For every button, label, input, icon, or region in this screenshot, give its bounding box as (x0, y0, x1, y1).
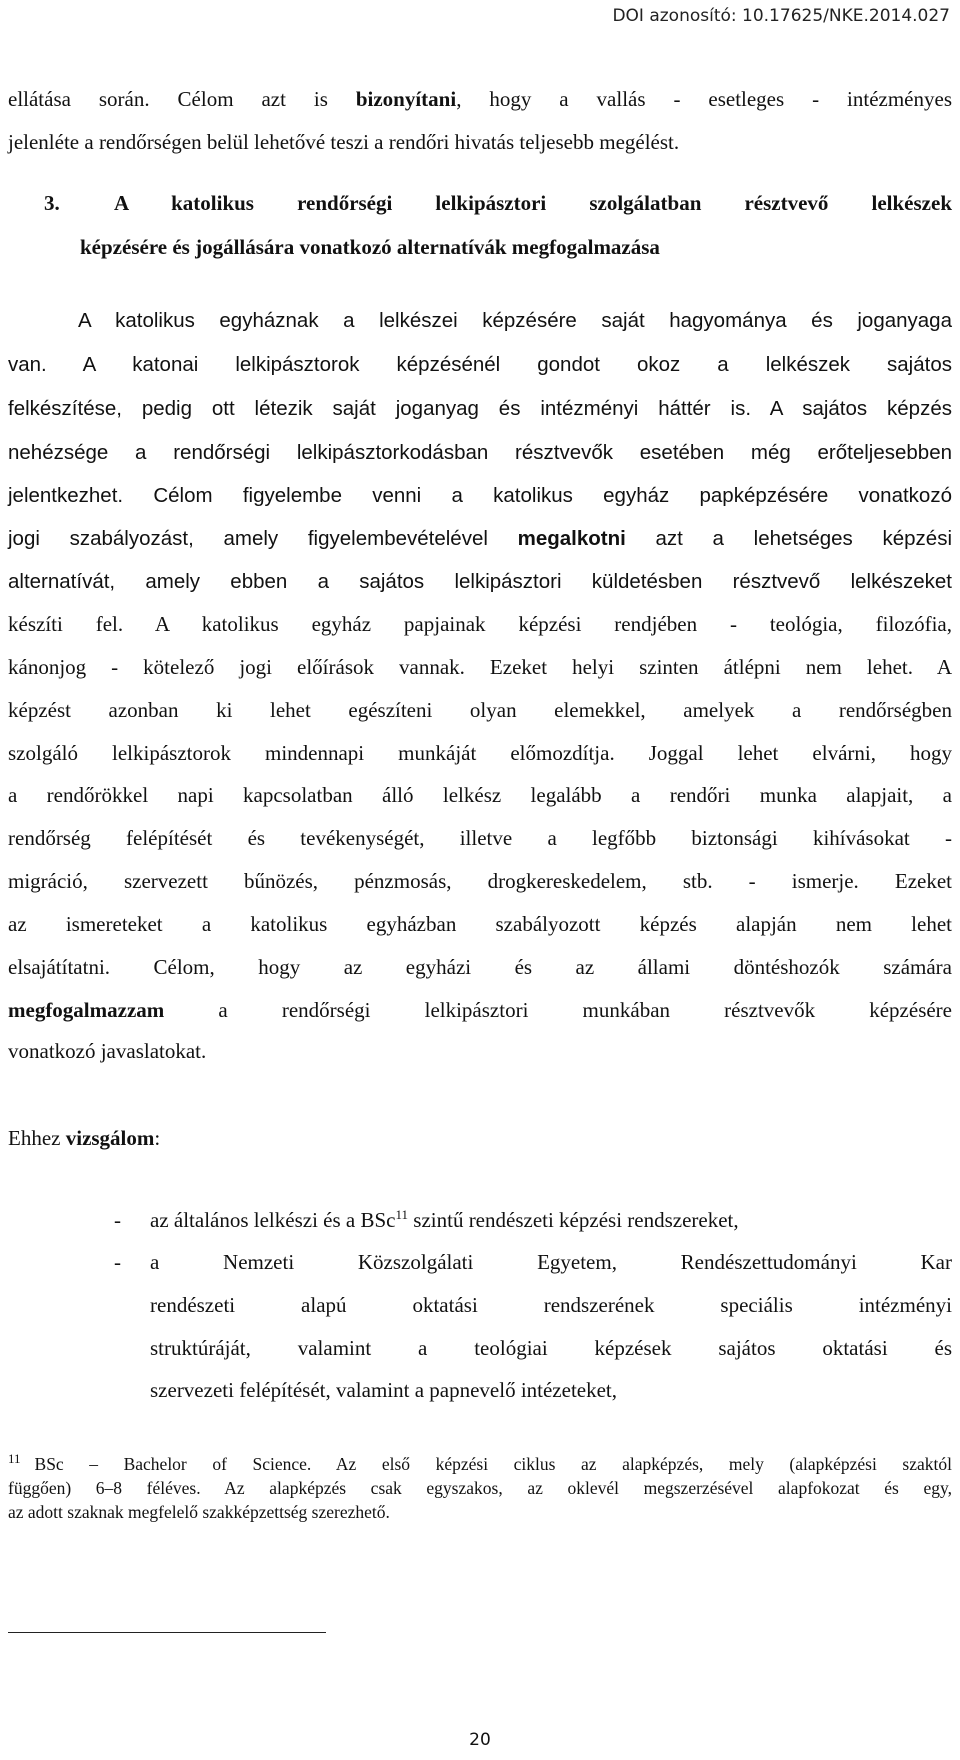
footnote-line-3: az adott szaknak megfelelő szakképzettség szerezhető. (8, 1502, 390, 1522)
list-item-2-line-3: struktúráját, valamint a teológiai képzések sajátos oktatási és (150, 1336, 952, 1360)
footnote-line-1 (8, 1453, 952, 1475)
section-number: 3. (44, 191, 60, 215)
footnote-number: 11 (8, 1451, 21, 1467)
intro-line-2: jelenléte a rendőrségen belül lehetővé teszi a rendőri hivatás teljesebb megélést. (8, 130, 680, 154)
para-bold-word: megfogalmazzam (8, 998, 165, 1022)
list-item-2-line-2: rendészeti alapú oktatási rendszerének speciális intézményi (150, 1293, 952, 1317)
page-number: 20 (469, 1730, 491, 1750)
para-line-13: rendőrség felépítését és tevékenységét, illetve a legfőbb biztonsági kihívásokat - (8, 826, 952, 850)
footnote-separator (8, 1632, 326, 1633)
doi-header: DOI azonosító: 10.17625/NKE.2014.027 (612, 6, 950, 26)
para-line-16: elsajátítatni. Célom, hogy az egyházi és az állami döntéshozók számára (8, 955, 952, 979)
examine-bold-word: vizsgálom (65, 1126, 155, 1150)
intro-bold-word: bizonyítani (355, 87, 457, 111)
para-line-5: jelentkezhet. Célom figyelembe venni a katolikus egyház papképzésére vonatkozó (8, 484, 952, 507)
para-line-6 (8, 524, 952, 554)
intro-text: , hogy a vallás - esetleges - intézményes (456, 87, 952, 111)
section-heading-line-1 (44, 188, 952, 218)
list-text: az általános lelkészi és a BSc (150, 1208, 396, 1232)
para-line-9: kánonjog - kötelező jogi előírások vannak. Ezeket helyi szinten átlépni nem lehet. A (8, 655, 952, 679)
para-text: azt a lehetséges képzési (625, 527, 952, 550)
para-line-8: készíti fel. A katolikus egyház papjainak képzési rendjében - teológia, filozófia, (8, 612, 952, 636)
footnote-ref[interactable]: 11 (395, 1207, 409, 1222)
para-line-10: képzést azonban ki lehet egészíteni olyan elemekkel, amelyek a rendőrségben (8, 698, 952, 722)
para-line-14: migráció, szervezett bűnözés, pénzmosás, drogkereskedelem, stb. - ismerje. Ezeket (8, 869, 952, 893)
para-line-7: alternatívát, amely ebben a sajátos lelkipásztori küldetésben résztvevő lelkészeket (8, 570, 952, 593)
examine-line (8, 1123, 952, 1153)
para-line-1: A katolikus egyháznak a lelkészei képzésére saját hagyománya és joganyaga (78, 309, 952, 332)
list-item-2-line-4: szervezeti felépítését, valamint a papnevelő intézeteket, (150, 1378, 618, 1402)
para-bold-word: megalkotni (517, 527, 626, 550)
list-item-1 (150, 1205, 952, 1235)
list-text: szintű rendészeti képzési rendszereket, (408, 1208, 739, 1232)
examine-text: Ehhez (8, 1126, 66, 1150)
intro-line-1 (8, 84, 952, 114)
para-line-11: szolgáló lelkipásztorok mindennapi munkáját előmozdítja. Joggal lehet elvárni, hogy (8, 741, 952, 765)
list-dash-1: - (114, 1208, 121, 1232)
section-heading-line-2: képzésére és jogállására vonatkozó alternatívák megfogalmazása (80, 235, 660, 259)
para-line-2: van. A katonai lelkipásztorok képzésénél gondot okoz a lelkészek sajátos (8, 353, 952, 376)
intro-text: ellátása során. Célom azt is (8, 87, 356, 111)
list-dash-2: - (114, 1250, 121, 1274)
footnote-line-2: függően) 6–8 féléves. Az alapképzés csak egyszakos, az oklevél megszerzésével alapfokozat és egy, (8, 1478, 952, 1498)
list-item-2-line-1: a Nemzeti Közszolgálati Egyetem, Rendészettudományi Kar (150, 1250, 952, 1274)
para-text: a rendőrségi lelkipásztori munkában résztvevők képzésére (164, 998, 952, 1022)
para-line-15: az ismereteket a katolikus egyházban szabályozott képzés alapján nem lehet (8, 912, 952, 936)
para-line-12: a rendőrökkel napi kapcsolatban álló lelkész legalább a rendőri munka alapjait, a (8, 783, 952, 807)
section-title: A katolikus rendőrségi lelkipásztori szolgálatban résztvevő lelkészek (114, 191, 952, 215)
para-text: jogi szabályozást, amely figyelembevételével (8, 527, 518, 550)
para-line-17 (8, 995, 952, 1025)
para-line-18: vonatkozó javaslatokat. (8, 1039, 207, 1063)
examine-colon: : (154, 1126, 161, 1150)
para-line-3: felkészítése, pedig ott létezik saját joganyag és intézményi háttér is. A sajátos képzés (8, 397, 952, 420)
para-line-4: nehézsége a rendőrségi lelkipásztorkodásban résztvevők esetében még erőteljesebben (8, 441, 952, 464)
footnote-text: BSc – Bachelor of Science. Az első képzési ciklus az alapképzés, mely (alapképzési szaktól (34, 1454, 952, 1474)
